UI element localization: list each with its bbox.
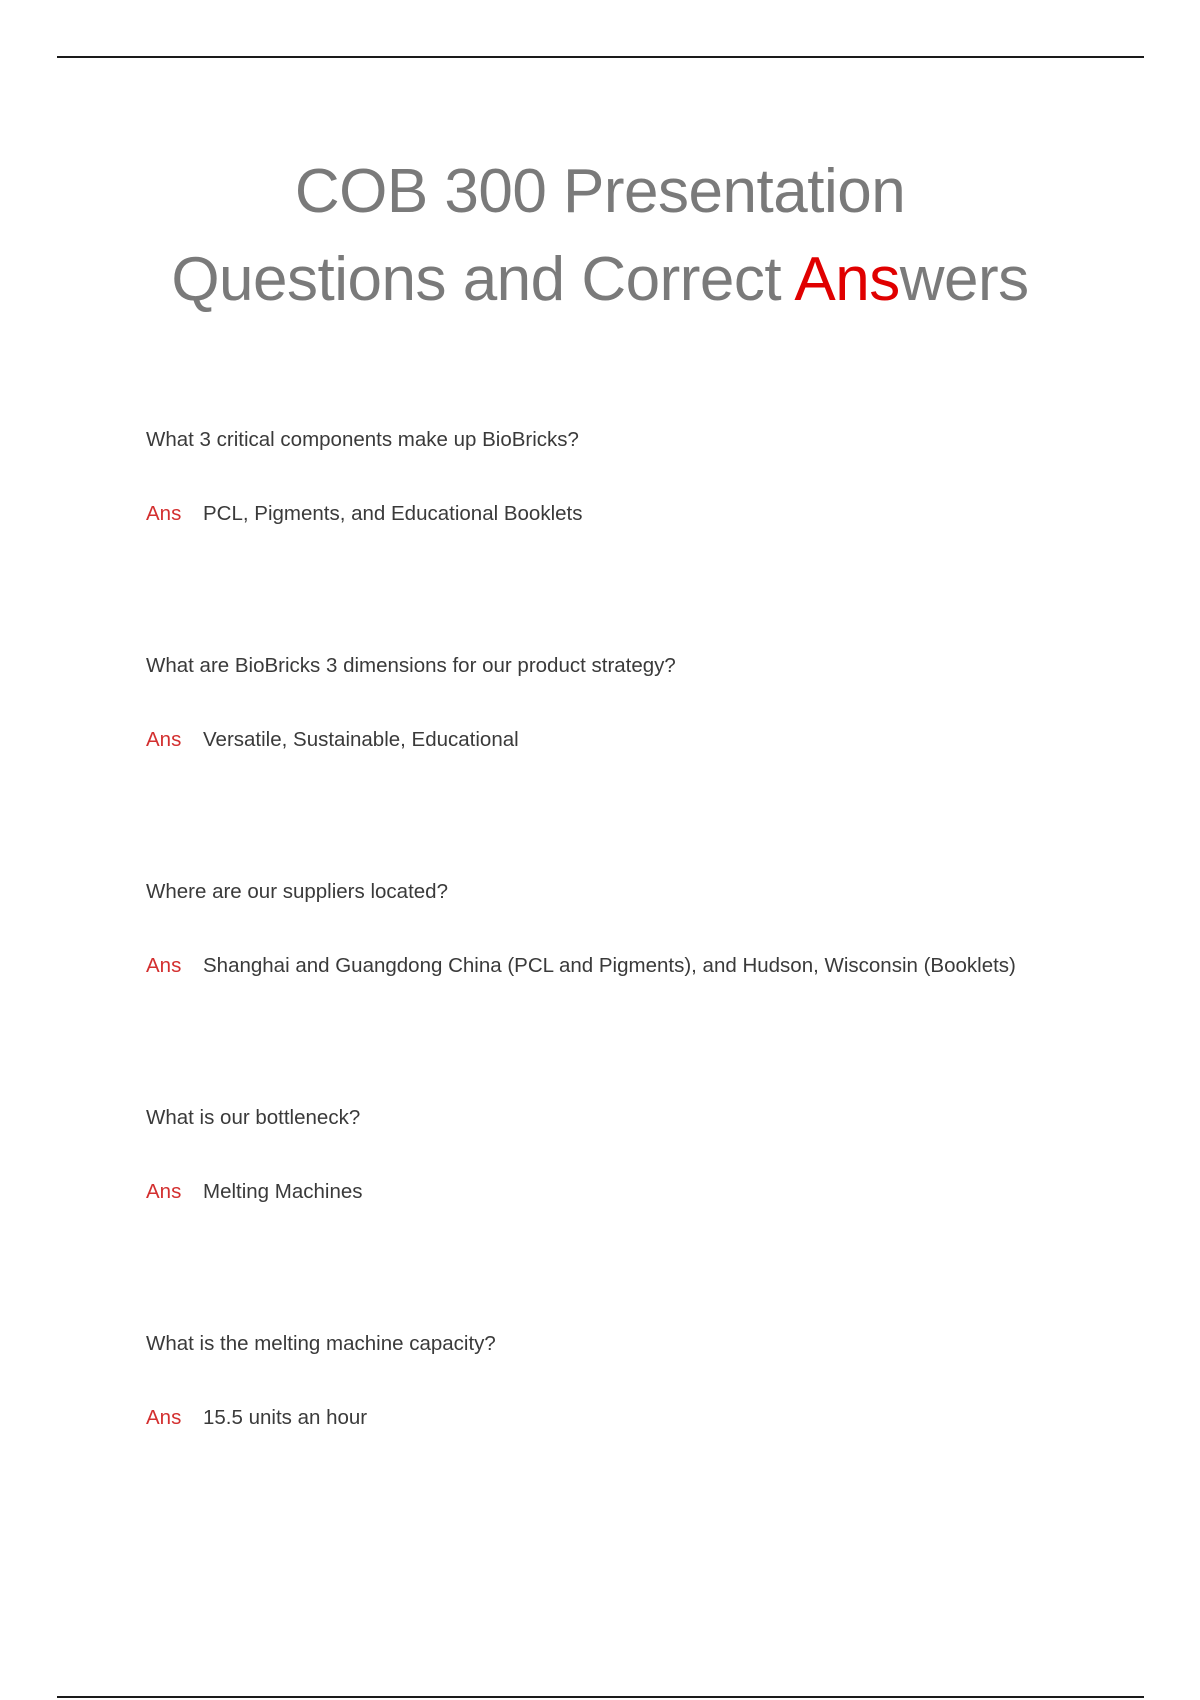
answer-label: Ans xyxy=(146,1406,182,1429)
document-title xyxy=(0,148,1200,324)
question-text: What are BioBricks 3 dimensions for our product strategy? xyxy=(146,654,676,677)
answer-row xyxy=(146,1406,367,1430)
question-text: Where are our suppliers located? xyxy=(146,880,448,903)
answer-row xyxy=(146,502,582,526)
answer-label: Ans xyxy=(146,1180,182,1203)
question-text: What is the melting machine capacity? xyxy=(146,1332,496,1355)
title-line-1: COB 300 Presentation xyxy=(294,157,906,226)
question-text: What is our bottleneck? xyxy=(146,1106,361,1129)
top-rule xyxy=(57,56,1144,58)
bottom-rule xyxy=(57,1696,1144,1698)
answer-row xyxy=(146,954,1016,978)
answer-label: Ans xyxy=(146,502,182,525)
answer-row xyxy=(146,728,519,752)
answer-label: Ans xyxy=(146,954,182,977)
answer-text: 15.5 units an hour xyxy=(203,1406,368,1429)
answer-text: Melting Machines xyxy=(203,1180,363,1203)
answer-text: Versatile, Sustainable, Educational xyxy=(203,728,519,751)
answer-text: Shanghai and Guangdong China (PCL and Pigments), and Hudson, Wisconsin (Booklets) xyxy=(203,954,1016,977)
question-text: What 3 critical components make up BioBricks? xyxy=(146,428,579,451)
answer-label: Ans xyxy=(146,728,182,751)
title-line-2-prefix: Questions and Correct xyxy=(171,245,795,314)
title-line-2-suffix: wers xyxy=(899,245,1029,314)
title-line-2 xyxy=(0,236,1200,324)
answer-text: PCL, Pigments, and Educational Booklets xyxy=(203,502,583,525)
answer-row xyxy=(146,1180,363,1204)
title-line-2-accent: Ans xyxy=(794,245,900,314)
